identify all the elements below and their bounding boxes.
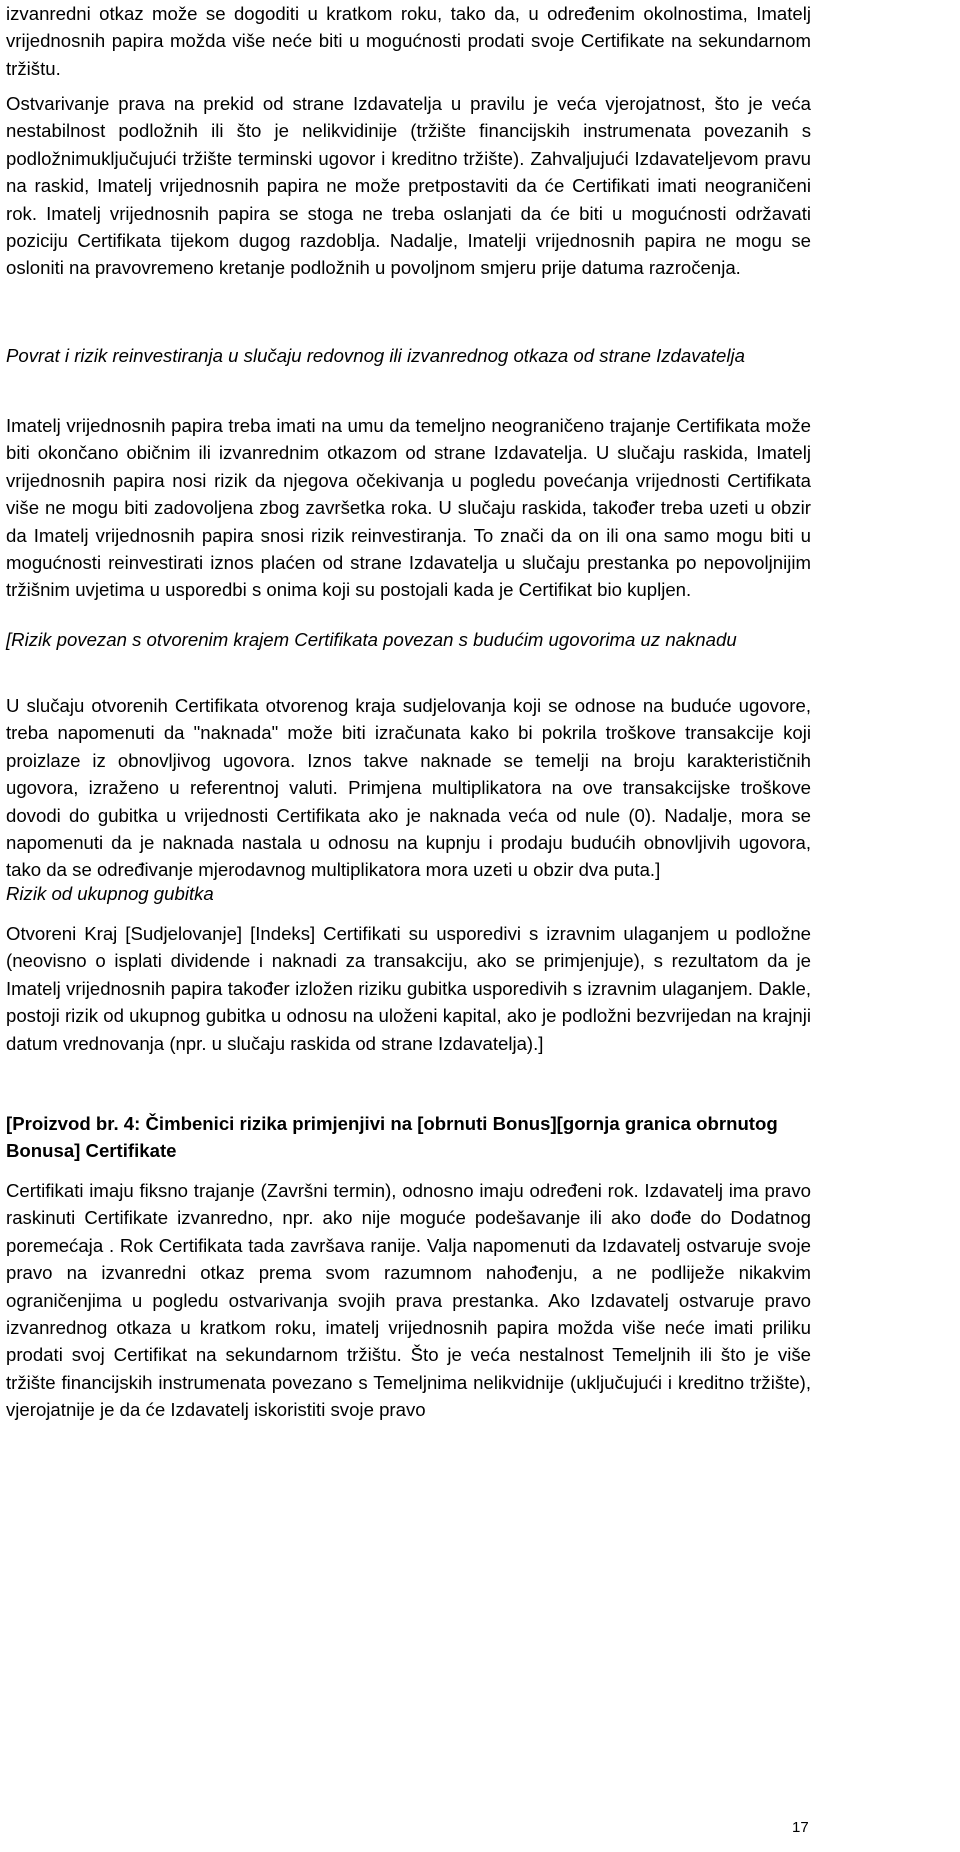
heading-product-4: [Proizvod br. 4: Čimbenici rizika primjenjivi na [obrnuti Bonus][gornja granica obrnutog Bonusa] Certifikate [6, 1113, 778, 1162]
page-number: 17 [792, 1819, 809, 1836]
paragraph-open-end-fee: U slučaju otvorenih Certifikata otvorenog kraja sudjelovanja koji se odnose na buduće ugovore, treba napomenuti da "naknada" može biti izračunata kako bi pokrila troškove transakcije koji proizlaze iz obnovljivog ugovora. Iznos takve naknade se temelji na broju karakterističnih ugovora, izraženo u referentnoj valuti. Primjena multiplikatora na ove transakcijske troškove dovodi do gubitka u vrijednosti Certifikata ako je naknada veća od nule (0). Nadalje, mora se napomenuti da je naknada nastala u odnosu na kupnju i prodaju budućih obnovljivih ugovora, tako da se određivanje mjerodavnog multiplikatora mora uzeti u obzir dva puta.] [6, 695, 811, 881]
paragraph-product-4: Certifikati imaju fiksno trajanje (Završni termin), odnosno imaju određeni rok. Izdavatelj ima pravo raskinuti Certifikate izvanredno, npr. ako nije moguće podešavanje ili ako dođe do Dodatnog poremećaja . Rok Certifikata tada završava ranije. Valja napomenuti da Izdavatelj ostvaruje svoje pravo na izvanredni otkaz prema svom razumnom nahođenju, a ne podliježe nikakvim ograničenjima u pogledu ostvarivanja svojih prava prestanka. Ako Izdavatelj ostvaruje pravo izvanrednog otkaza u kratkom roku, imatelj vrijednosnih papira možda više neće imati priliku prodati svoj Certifikat na sekundarnom tržištu. Što je veća nestalnost Temeljnih ili što je više tržište financijskih instrumenata povezano s Temeljnima nelikvidnije (uključujući i kreditno tržište), vjerojatnije je da će Izdavatelj iskoristiti svoje pravo [6, 1180, 811, 1421]
heading-reinvestment-risk: Povrat i rizik reinvestiranja u slučaju redovnog ili izvanrednog otkaza od strane Izdavatelja [6, 345, 745, 366]
paragraph-total-loss: Otvoreni Kraj [Sudjelovanje] [Indeks] Certifikati su usporedivi s izravnim ulaganjem u podložne (neovisno o isplati dividende i naknadi za transakciju, ako se primjenjuje), s rezultatom da je Imatelj vrijednosnih papira također izložen riziku gubitka usporedivih s izravnim ulaganjem. Dakle, postoji rizik od ukupnog gubitka u odnosu na uloženi kapital, ako je podložni bezvrijedan na krajnji datum vrednovanja (npr. u slučaju raskida od strane Izdavatelja).] [6, 923, 811, 1054]
paragraph-termination-right: Ostvarivanje prava na prekid od strane Izdavatelja u pravilu je veća vjerojatnost, što je veća nestabilnost podložnih ili što je nelikvidinije (tržište financijskih instrumenata povezanih s podložnimuključujući tržište terminski ugovor i kreditno tržište). Zahvaljujući Izdavateljevom pravu na raskid, Imatelj vrijednosnih papira ne može pretpostaviti da će Certifikati imati neograničeni rok. Imatelj vrijednosnih papira se stoga ne treba oslanjati da će biti u mogućnosti održavati poziciju Certifikata tijekom dugog razdoblja. Nadalje, Imatelji vrijednosnih papira ne mogu se osloniti na pravovremeno kretanje podložnih u povoljnom smjeru prije datuma razročenja. [6, 93, 811, 279]
heading-total-loss: Rizik od ukupnog gubitka [6, 883, 214, 904]
paragraph-early-termination: izvanredni otkaz može se dogoditi u kratkom roku, tako da, u određenim okolnostima, Imatelj vrijednosnih papira možda više neće biti u mogućnosti prodati svoje Certifikate na sekundarnom tržištu. [6, 3, 811, 79]
paragraph-reinvestment-risk: Imatelj vrijednosnih papira treba imati na umu da temeljno neograničeno trajanje Certifikata može biti okončano običnim ili izvanrednim otkazom od strane Izdavatelja. U slučaju raskida, Imatelj vrijednosnih papira nosi rizik da njegova očekivanja u pogledu povećanja vrijednosti Certifikata više ne mogu biti zadovoljena zbog završetka roka. U slučaju raskida, također treba uzeti u obzir da Imatelj vrijednosnih papira snosi rizik reinvestiranja. To znači da on ili ona samo mogu biti u mogućnosti reinvestirati iznos plaćen od strane Izdavatelja u slučaju prestanka po nepovoljnijim tržišnim uvjetima u usporedbi s onima koji su postojali kada je Certifikat bio kupljen. [6, 415, 811, 601]
heading-open-end-fee: [Rizik povezan s otvorenim krajem Certifikata povezan s budućim ugovorima uz naknadu [6, 629, 737, 650]
